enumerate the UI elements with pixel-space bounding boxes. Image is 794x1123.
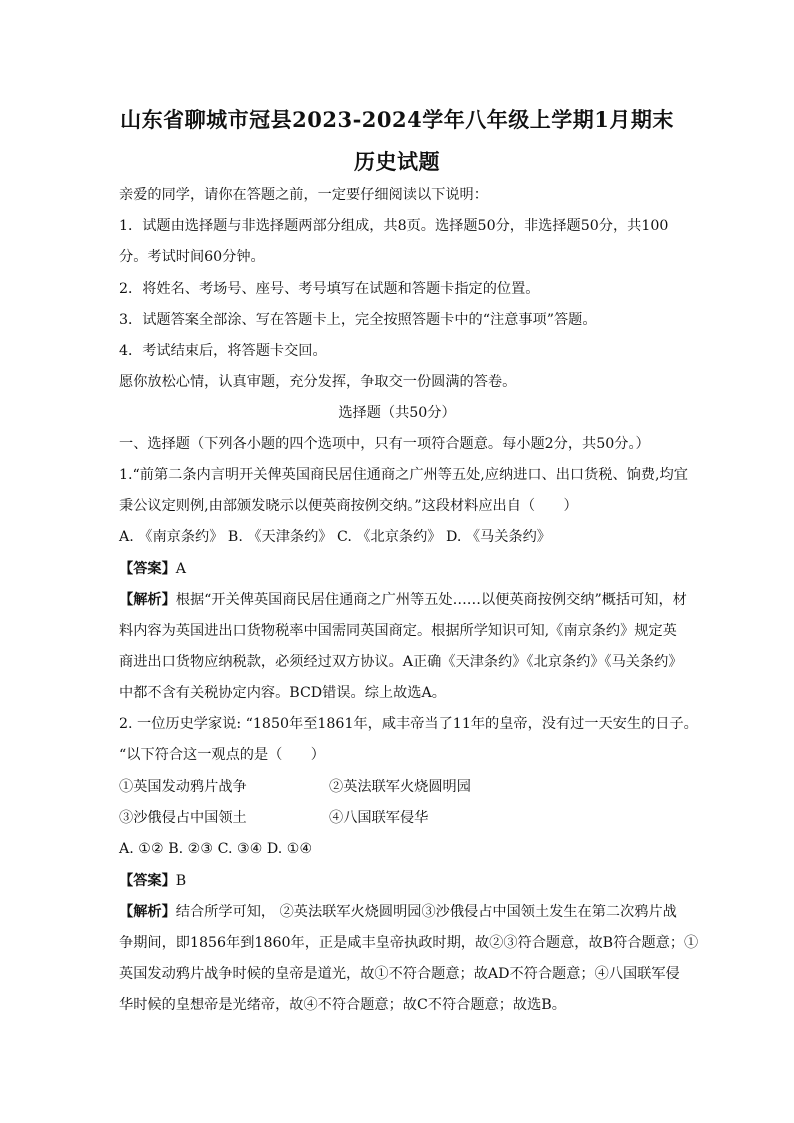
- q2-option-1: ①英国发动鸦片战争: [119, 779, 247, 795]
- q1-options: A. 《南京条约》 B. 《天津条约》 C. 《北京条约》 D. 《马关条约》: [119, 529, 551, 545]
- doc-title: 山东省聊城市冠县2023-2024学年八年级上学期1月期末: [120, 107, 674, 132]
- q2-analysis-line-3: 英国发动鸦片战争时候的皇帝是道光，故①不符合题意；故AD不符合题意；④八国联军侵: [119, 966, 680, 982]
- intro-greeting: 亲爱的同学，请你在答题之前，一定要仔细阅读以下说明：: [119, 187, 488, 203]
- section-instruction: 一、选择题（下列各小题的四个选项中，只有一项符合题意。每小题2分，共50分。）: [119, 436, 650, 452]
- q2-option-2: ②英法联军火烧圆明园: [329, 779, 471, 795]
- intro-item-2: 2．将姓名、考场号、座号、考号填写在试题和答题卡指定的位置。: [119, 281, 540, 297]
- analysis-label: 【解析】: [119, 592, 176, 608]
- q2-stem: 2. 一位历史学家说: “1850年至1861年，咸丰帝当了11年的皇帝，没有过一天安生的日子。: [119, 716, 698, 732]
- q2-stem-cont: “以下符合这一观点的是（ ）: [119, 747, 325, 763]
- q1-analysis: [119, 591, 687, 609]
- q1-analysis-line-3: 商进出口货物应纳税款，必须经过双方协议。A正确《天津条约》《北京条约》《马关条约》: [119, 654, 683, 670]
- answer-value: B: [175, 873, 187, 889]
- q2-analysis: [119, 903, 679, 921]
- analysis-text: 结合所学可知， ②英法联军火烧圆明园③沙俄侵占中国领土发生在第二次鸦片战: [175, 904, 677, 920]
- q1-stem-cont: 秉公议定则例,由部颁发晓示以便英商按例交纳。”这段材料应出自（ ）: [119, 498, 578, 514]
- q1-answer: [119, 560, 679, 578]
- intro-item-3: 3．试题答案全部涂、写在答题卡上，完全按照答题卡中的“注意事项”答题。: [119, 312, 597, 328]
- q2-option-4: ④八国联军侵华: [329, 810, 429, 826]
- q2-answer: [119, 872, 679, 890]
- answer-label: 【答案】: [119, 561, 176, 577]
- intro-item-4: 4．考试结束后，将答题卡交回。: [119, 343, 327, 359]
- intro-item-1: 1．试题由选择题与非选择题两部分组成，共8页。选择题50分，非选择题50分，共100: [119, 218, 669, 234]
- intro-wish: 愿你放松心情，认真审题，充分发挥，争取交一份圆满的答卷。: [119, 374, 517, 390]
- q2-option-3: ③沙俄侵占中国领土: [119, 810, 247, 826]
- answer-value: A: [175, 561, 187, 577]
- q2-analysis-line-2: 争期间，即1856年到1860年，正是咸丰皇帝执政时期，故②③符合题意，故B符合题意；①: [119, 935, 699, 951]
- analysis-label: 【解析】: [119, 904, 176, 920]
- q1-analysis-line-2: 料内容为英国进出口货物税率中国需同英国商定。根据所学知识可知,《南京条约》规定英: [119, 623, 677, 639]
- doc-subtitle: 历史试题: [354, 149, 440, 174]
- q2-options: A. ①② B. ②③ C. ③④ D. ①④: [119, 841, 313, 857]
- analysis-text: 根据“开关俾英国商民居住通商之广州等五处……以便英商按例交纳”概括可知，材: [175, 592, 687, 608]
- q1-stem: 1.“前第二条内言明开关俾英国商民居住通商之广州等五处,应纳进口、出口货税、饷费,均宜: [119, 467, 688, 483]
- section-heading: 选择题（共50分）: [338, 405, 456, 421]
- q2-analysis-line-4: 华时候的皇想帝是光绪帝，故④不符合题意；故C不符合题意；故选B。: [119, 997, 566, 1013]
- intro-item-1-cont: 分。考试时间60分钟。: [119, 249, 265, 265]
- q1-analysis-line-4: 中都不含有关税协定内容。BCD错误。综上故选A。: [119, 685, 446, 701]
- answer-label: 【答案】: [119, 873, 176, 889]
